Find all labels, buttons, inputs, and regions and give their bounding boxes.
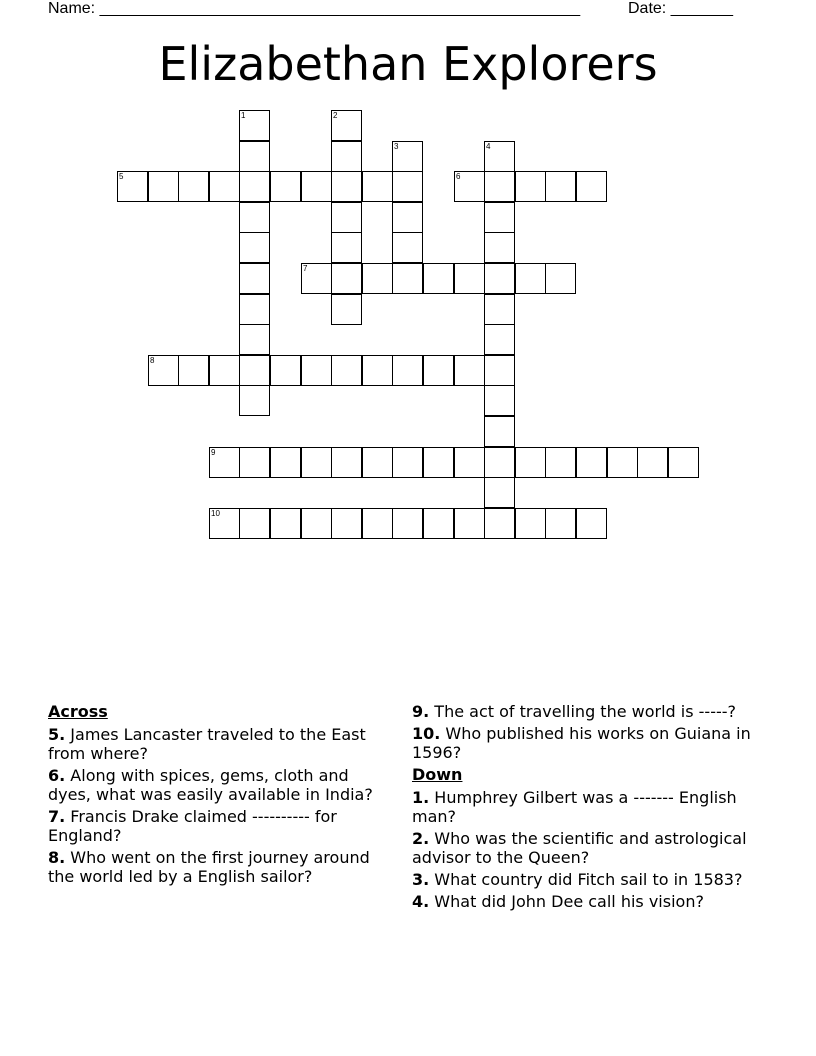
crossword-cell[interactable] [454, 355, 485, 386]
clue-number: 7 [303, 264, 308, 273]
crossword-cell[interactable] [270, 171, 301, 202]
crossword-cell[interactable] [392, 202, 423, 233]
across-clue-9: 9. The act of travelling the world is -----? [412, 702, 737, 721]
crossword-cell[interactable] [484, 416, 515, 447]
crossword-cell[interactable] [362, 508, 393, 539]
across-clue-6: 6. Along with spices, gems, cloth and dyes, what was easily available in India? [48, 766, 373, 804]
crossword-cell[interactable] [576, 171, 607, 202]
crossword-cell[interactable] [576, 508, 607, 539]
crossword-cell[interactable] [239, 232, 270, 263]
crossword-cell[interactable] [545, 171, 576, 202]
crossword-cell[interactable] [454, 263, 485, 294]
crossword-cell[interactable] [484, 171, 515, 202]
clue-number: 6 [456, 172, 461, 181]
clue-number: 10 [211, 509, 220, 518]
crossword-cell[interactable] [301, 171, 332, 202]
crossword-cell[interactable] [392, 447, 423, 478]
clue-number: 8 [150, 356, 155, 365]
name-field: Name: ______________________________________________________ [48, 0, 581, 17]
crossword-cell[interactable] [209, 171, 240, 202]
crossword-cell[interactable] [239, 385, 270, 416]
crossword-cell[interactable] [331, 202, 362, 233]
crossword-cell[interactable] [209, 508, 240, 539]
crossword-cell[interactable] [239, 324, 270, 355]
crossword-cell[interactable] [209, 355, 240, 386]
crossword-cell[interactable] [545, 447, 576, 478]
crossword-cell[interactable] [270, 508, 301, 539]
crossword-cell[interactable] [423, 508, 454, 539]
crossword-cell[interactable] [423, 355, 454, 386]
crossword-cell[interactable] [209, 447, 240, 478]
across-clue-10: 10. Who published his works on Guiana in 1596? [412, 724, 751, 762]
crossword-cell[interactable] [484, 324, 515, 355]
crossword-cell[interactable] [331, 232, 362, 263]
crossword-cell[interactable] [331, 355, 362, 386]
crossword-cell[interactable] [515, 508, 546, 539]
crossword-cell[interactable] [392, 171, 423, 202]
crossword-cell[interactable] [331, 294, 362, 325]
crossword-cell[interactable] [392, 141, 423, 172]
clue-number: 4 [486, 142, 491, 151]
crossword-cell[interactable] [484, 263, 515, 294]
crossword-cell[interactable] [301, 508, 332, 539]
crossword-cell[interactable] [484, 294, 515, 325]
clue-number: 5 [119, 172, 124, 181]
crossword-cell[interactable] [423, 447, 454, 478]
crossword-cell[interactable] [301, 263, 332, 294]
crossword-cell[interactable] [239, 355, 270, 386]
crossword-cell[interactable] [454, 171, 485, 202]
crossword-cell[interactable] [484, 355, 515, 386]
across-clue-5: 5. James Lancaster traveled to the East from where? [48, 725, 366, 763]
crossword-cell[interactable] [331, 110, 362, 141]
crossword-cell[interactable] [545, 263, 576, 294]
date-field: Date: _______ [628, 0, 733, 17]
crossword-cell[interactable] [239, 141, 270, 172]
crossword-cell[interactable] [484, 232, 515, 263]
crossword-cell[interactable] [239, 110, 270, 141]
crossword-cell[interactable] [484, 202, 515, 233]
crossword-cell[interactable] [515, 263, 546, 294]
crossword-cell[interactable] [515, 447, 546, 478]
crossword-cell[interactable] [239, 508, 270, 539]
crossword-cell[interactable] [392, 355, 423, 386]
crossword-cell[interactable] [423, 263, 454, 294]
crossword-cell[interactable] [454, 508, 485, 539]
crossword-cell[interactable] [239, 171, 270, 202]
crossword-cell[interactable] [607, 447, 638, 478]
crossword-cell[interactable] [392, 263, 423, 294]
crossword-cell[interactable] [331, 447, 362, 478]
crossword-cell[interactable] [178, 355, 209, 386]
crossword-cell[interactable] [454, 447, 485, 478]
down-heading: Down [412, 765, 463, 784]
crossword-cell[interactable] [362, 171, 393, 202]
clue-number: 3 [394, 142, 399, 151]
down-clue-2: 2. Who was the scientific and astrological advisor to the Queen? [412, 829, 747, 867]
down-clue-3: 3. What country did Fitch sail to in 1583? [412, 870, 743, 889]
crossword-cell[interactable] [484, 508, 515, 539]
crossword-cell[interactable] [392, 508, 423, 539]
page-title: Elizabethan Explorers [158, 37, 658, 91]
crossword-cell[interactable] [148, 355, 179, 386]
crossword-cell[interactable] [484, 141, 515, 172]
crossword-cell[interactable] [484, 477, 515, 508]
clues-column-left [48, 702, 390, 889]
crossword-cell[interactable] [270, 355, 301, 386]
crossword-cell[interactable] [484, 385, 515, 416]
clue-number: 2 [333, 111, 338, 120]
crossword-cell[interactable] [668, 447, 699, 478]
crossword-cell[interactable] [301, 355, 332, 386]
crossword-cell[interactable] [148, 171, 179, 202]
clue-number: 1 [241, 111, 246, 120]
down-clue-1: 1. Humphrey Gilbert was a ------- English man? [412, 788, 737, 826]
clue-number: 9 [211, 448, 216, 457]
crossword-cell[interactable] [362, 355, 393, 386]
crossword-cell[interactable] [392, 232, 423, 263]
crossword-cell[interactable] [239, 447, 270, 478]
crossword-cell[interactable] [637, 447, 668, 478]
crossword-cell[interactable] [362, 447, 393, 478]
crossword-cell[interactable] [301, 447, 332, 478]
crossword-cell[interactable] [331, 141, 362, 172]
crossword-cell[interactable] [239, 294, 270, 325]
crossword-cell[interactable] [545, 508, 576, 539]
crossword-cell[interactable] [239, 263, 270, 294]
crossword-cell[interactable] [117, 171, 148, 202]
crossword-cell[interactable] [331, 171, 362, 202]
crossword-cell[interactable] [484, 447, 515, 478]
crossword-cell[interactable] [178, 171, 209, 202]
crossword-cell[interactable] [331, 263, 362, 294]
crossword-cell[interactable] [576, 447, 607, 478]
across-clue-8: 8. Who went on the first journey around the world led by a English sailor? [48, 848, 370, 886]
crossword-cell[interactable] [362, 263, 393, 294]
across-clue-7: 7. Francis Drake claimed ---------- for England? [48, 807, 337, 845]
crossword-cell[interactable] [239, 202, 270, 233]
crossword-cell[interactable] [515, 171, 546, 202]
crossword-cell[interactable] [270, 447, 301, 478]
down-clue-4: 4. What did John Dee call his vision? [412, 892, 704, 911]
clues-column-right [412, 702, 772, 914]
across-heading: Across [48, 702, 108, 721]
crossword-cell[interactable] [331, 508, 362, 539]
